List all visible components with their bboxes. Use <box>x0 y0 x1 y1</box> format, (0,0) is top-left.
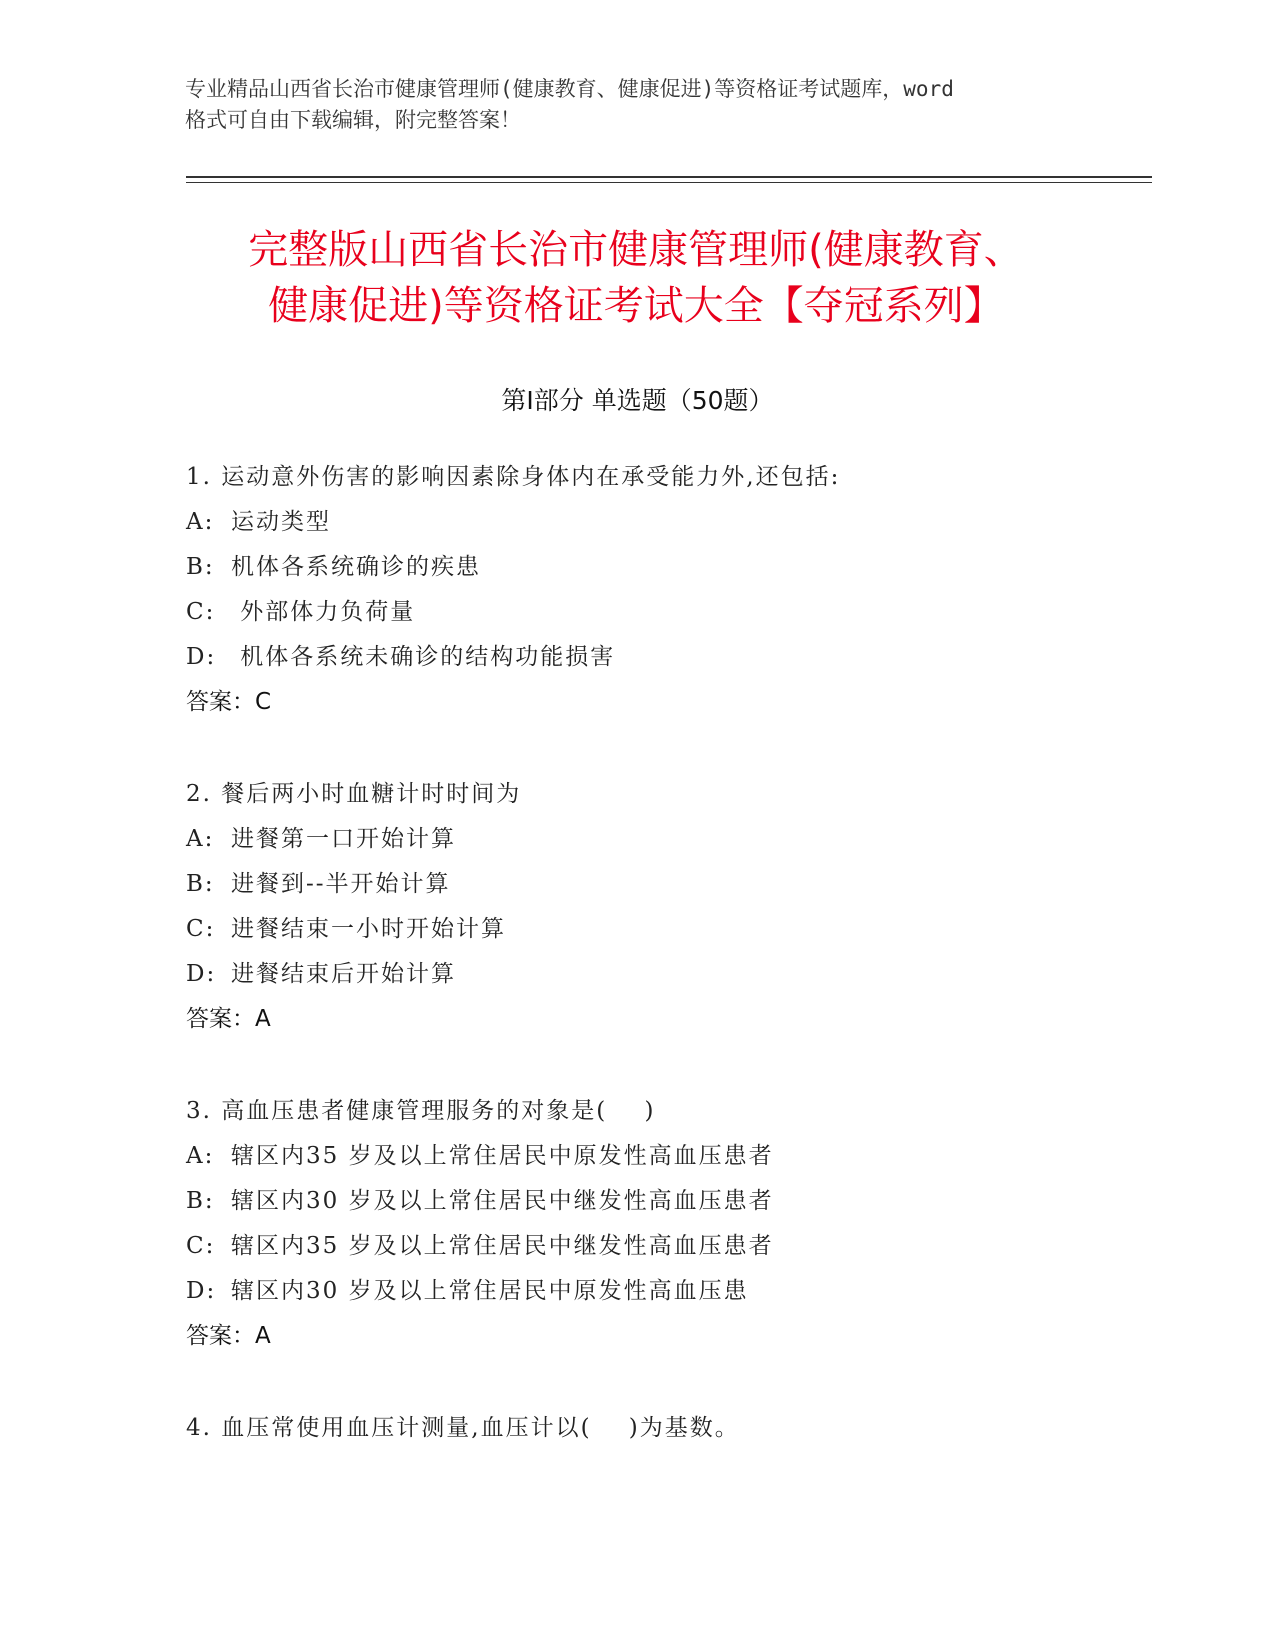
option-label: C: <box>186 1233 216 1259</box>
answer: 答案：A <box>186 1006 271 1032</box>
header-note-line-1: 专业精品山西省长治市健康管理师(健康教育、健康促进)等资格证考试题库，word <box>185 77 954 101</box>
option-label: D: <box>186 961 217 987</box>
option-label: D: <box>186 1278 217 1304</box>
option-text: 运动类型 <box>231 509 331 535</box>
option-text: 进餐第一口开始计算 <box>231 826 456 852</box>
option-text: 机体各系统确诊的疾患 <box>231 554 481 580</box>
option-c <box>186 907 1106 952</box>
question-3 <box>186 1089 1106 1359</box>
option-a <box>186 500 1106 545</box>
question-1 <box>186 455 1106 725</box>
option-text: 进餐到--半开始计算 <box>231 871 451 897</box>
option-text: 辖区内35 岁及以上常住居民中原发性高血压患者 <box>231 1143 774 1169</box>
option-label: A: <box>186 826 215 852</box>
option-text: 辖区内35 岁及以上常住居民中继发性高血压患者 <box>231 1233 774 1259</box>
option-d <box>186 635 1106 680</box>
option-label: B: <box>186 554 215 580</box>
section-heading: 第Ⅰ部分 单选题（50题） <box>501 386 774 415</box>
option-c <box>186 590 1106 635</box>
option-label: A: <box>186 1143 215 1169</box>
option-text: 进餐结束一小时开始计算 <box>231 916 506 942</box>
question-stem: 2. 餐后两小时血糖计时时间为 <box>186 781 522 807</box>
option-text: 辖区内30 岁及以上常住居民中原发性高血压患 <box>231 1278 749 1304</box>
header-note <box>185 74 1085 136</box>
option-text: 机体各系统未确诊的结构功能损害 <box>231 644 616 670</box>
question-4 <box>186 1406 1106 1451</box>
option-text: 外部体力负荷量 <box>231 599 416 625</box>
question-stem: 3. 高血压患者健康管理服务的对象是( ) <box>186 1098 656 1124</box>
option-d <box>186 1269 1106 1314</box>
question-stem: 1. 运动意外伤害的影响因素除身体内在承受能力外,还包括: <box>186 464 841 490</box>
answer: 答案：A <box>186 1323 271 1349</box>
question-stem: 4. 血压常使用血压计测量,血压计以( )为基数。 <box>186 1415 740 1441</box>
option-a <box>186 1134 1106 1179</box>
option-label: B: <box>186 871 215 897</box>
option-label: D: <box>186 644 217 670</box>
option-label: B: <box>186 1188 215 1214</box>
option-label: A: <box>186 509 215 535</box>
header-note-line-2: 格式可自由下载编辑，附完整答案！ <box>185 108 521 132</box>
answer: 答案：C <box>186 689 272 715</box>
option-text: 进餐结束后开始计算 <box>231 961 456 987</box>
option-b <box>186 862 1106 907</box>
header-divider-thin <box>186 182 1152 183</box>
option-d <box>186 952 1106 997</box>
header-divider-thick <box>186 176 1152 178</box>
option-c <box>186 1224 1106 1269</box>
option-b <box>186 1179 1106 1224</box>
option-label: C: <box>186 599 216 625</box>
question-2 <box>186 772 1106 1042</box>
option-text: 辖区内30 岁及以上常住居民中继发性高血压患者 <box>231 1188 774 1214</box>
document-title-line-1: 完整版山西省长治市健康管理师(健康教育、 <box>248 227 1024 273</box>
option-label: C: <box>186 916 216 942</box>
option-b <box>186 545 1106 590</box>
document-title <box>186 222 1086 334</box>
option-a <box>186 817 1106 862</box>
document-title-line-2: 健康促进)等资格证考试大全【夺冠系列】 <box>268 283 1004 329</box>
